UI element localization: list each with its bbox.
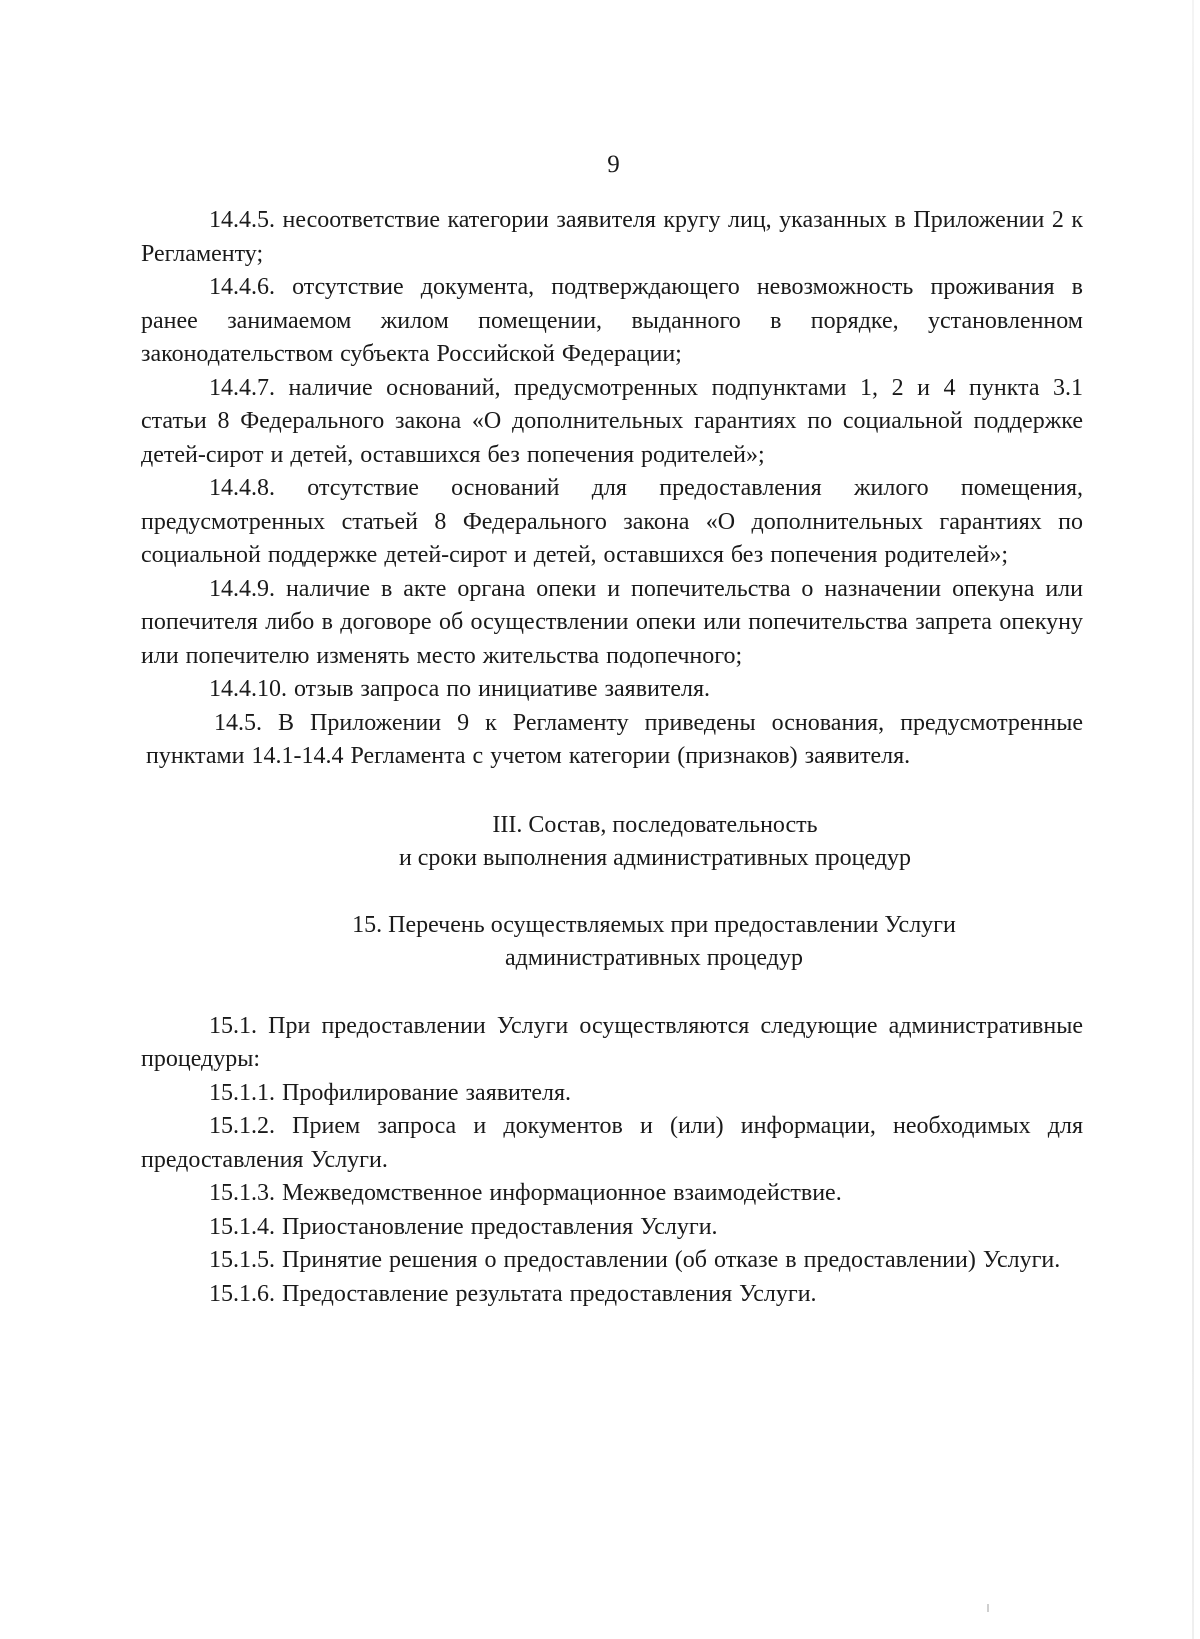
paragraph-15-1: 15.1. При предоставлении Услуги осуществляются следующие административные процедуры: [141,1012,1083,1072]
paragraph-14-4-8: 14.4.8. отсутствие оснований для предоставления жилого помещения, предусмотренных статьей 8 Федерального закона «О дополнительных гарантиях по социальной поддержке детей-сирот и детей, оставшихся без попечения родителей»; [141,475,1083,568]
section-heading [141,809,1083,876]
paragraph-15-1-2: 15.1.2. Прием запроса и документов и (или) информации, необходимых для предоставления Услуги. [141,1113,1083,1173]
scan-edge [1192,0,1194,1639]
paragraph-14-5: 14.5. В Приложении 9 к Регламенту приведены основания, предусмотренные пунктами 14.1-14.4 Регламента с учетом категории (признаков) заявителя. [146,709,1083,769]
paragraph-15-1-3: 15.1.3. Межведомственное информационное взаимодействие. [209,1180,842,1206]
paragraph-14-4-10: 14.4.10. отзыв запроса по инициативе заявителя. [209,676,711,702]
paragraph-14-4-6: 14.4.6. отсутствие документа, подтверждающего невозможность проживания в ранее занимаемом жилом помещении, выданного в порядке, установленном законодательством субъекта Российской Федерации; [141,274,1083,367]
paragraph-14-4-9: 14.4.9. наличие в акте органа опеки и попечительства о назначении опекуна или попечителя либо в договоре об осуществлении опеки или попечительства запрета опекуну или попечителю изменять место жительства подопечного; [141,575,1083,669]
section-heading-line-1: III. Состав, последовательность [492,811,818,838]
subsection-heading-line-1: 15. Перечень осуществляемых при предоставлении Услуги [352,911,956,938]
paragraph-14-4-7: 14.4.7. наличие оснований, предусмотренных подпунктами 1, 2 и 4 пункта 3.1 статьи 8 Федерального закона «О дополнительных гарантиях по социальной поддержке детей-сирот и детей, оставшихся без попечения родителей»; [141,374,1083,468]
paragraph-15-1-4: 15.1.4. Приостановление предоставления Услуги. [209,1213,718,1240]
subsection-heading-line-2: административных процедур [505,945,803,971]
paragraph-15-1-1: 15.1.1. Профилирование заявителя. [209,1079,572,1106]
scan-speck [987,1604,989,1612]
subsection-heading [141,909,1083,976]
paragraph-15-1-5: 15.1.5. Принятие решения о предоставлении (об отказе в предоставлении) Услуги. [209,1247,1061,1273]
paragraph-14-4-5: 14.4.5. несоответствие категории заявителя кругу лиц, указанных в Приложении 2 к Регламенту; [141,207,1083,267]
document-body [141,204,1083,1311]
paragraph-15-1-6: 15.1.6. Предоставление результата предоставления Услуги. [209,1280,817,1307]
section-heading-line-2: и сроки выполнения административных процедур [398,845,912,871]
page-number: 9 [607,151,620,178]
